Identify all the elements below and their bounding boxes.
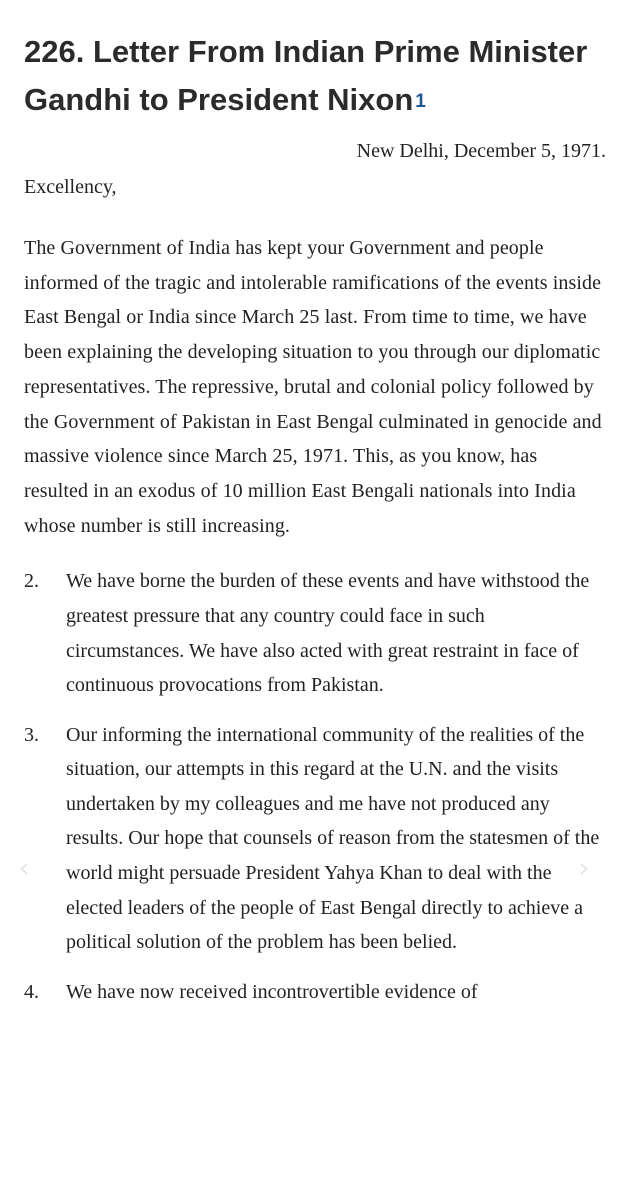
numbered-paragraph-3 xyxy=(24,718,606,960)
chevron-left-icon[interactable]: ‹ xyxy=(18,851,30,884)
salutation: Excellency, xyxy=(24,176,117,198)
paragraph-number: 2. xyxy=(24,570,39,593)
paragraph-number: 3. xyxy=(24,723,39,746)
paragraph-number: 4. xyxy=(24,980,39,1003)
dateline: New Delhi, December 5, 1971. xyxy=(356,140,606,162)
numbered-paragraph-4 xyxy=(24,975,606,1010)
numbered-paragraph-2 xyxy=(24,564,606,702)
paragraph-text: We have borne the burden of these events and have withstood the greatest pressure that any country could face in such circumstances. We have also acted with great restraint in face of continuous provocations from Pakistan. xyxy=(66,570,590,697)
paragraph-text: Our informing the international community of the realities of the situation, our attempts in this regard at the U.N. and the visits undertaken by my colleagues and me have not produced any results. Our hope that counsels of reason from the statesmen of the world might persuade President Yahya Khan to deal with the elected leaders of the people of East Bengal directly to achieve a political solution of the problem has been belied. xyxy=(66,723,600,954)
document-title xyxy=(24,28,606,124)
document-page xyxy=(24,28,606,1009)
chevron-right-icon[interactable]: › xyxy=(578,851,590,884)
footnote-ref-link[interactable]: 1 xyxy=(415,91,426,112)
paragraph-text: We have now received incontrovertible evidence of xyxy=(66,980,478,1003)
title-text: 226. Letter From Indian Prime Minister Gandhi to President Nixon xyxy=(24,34,588,117)
paragraph-1: The Government of India has kept your Government and people informed of the tragic and intolerable ramifications of the events inside East Bengal or India since March 25 last. From time to time, we have been explaining the developing situation to you through our diplomatic representatives. The repressive, brutal and colonial policy followed by the Government of Pakistan in East Bengal culminated in genocide and massive violence since March 25, 1971. This, as you know, has resulted in an exodus of 10 million East Bengali nationals into India whose number is still increasing. xyxy=(24,237,602,537)
